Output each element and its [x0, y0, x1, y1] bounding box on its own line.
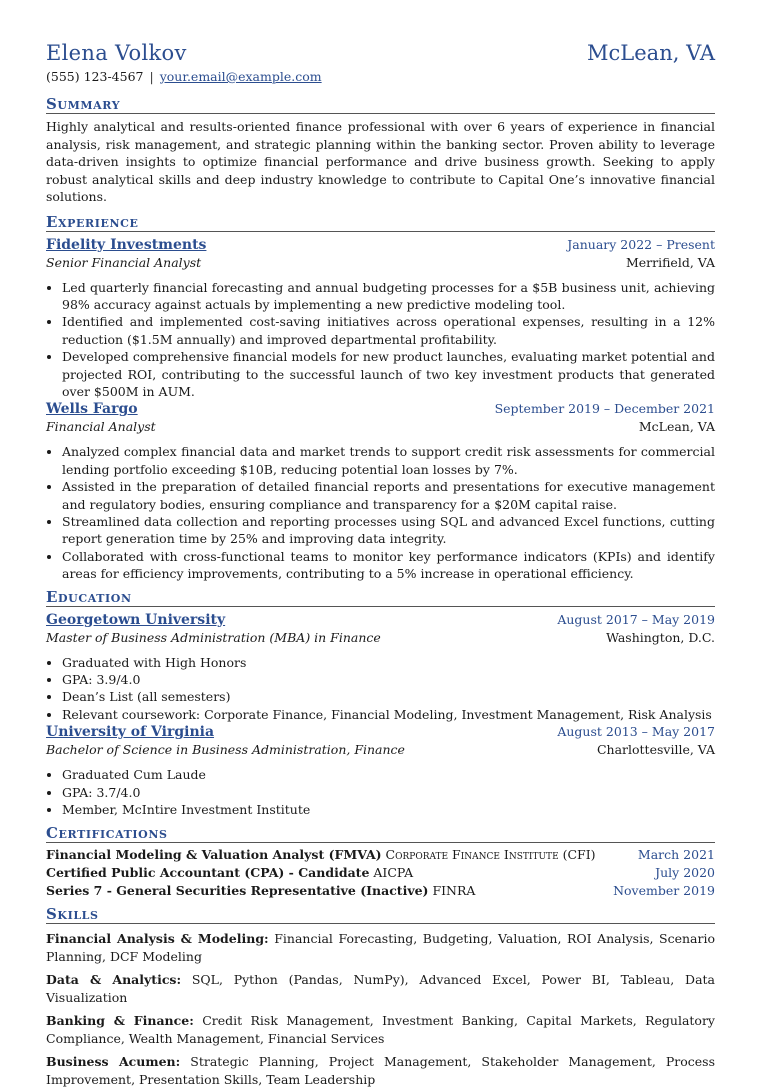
- certification-row: [46, 864, 715, 882]
- bullet-list: [46, 766, 715, 818]
- header: [46, 40, 715, 66]
- bullet-item: • Streamlined data collection and reporting processes using SQL and advanced Excel functions, cutting report generation time by 25% and improving data integrity.: [62, 513, 715, 548]
- skill-group: [46, 1053, 715, 1088]
- certification-date: July 2020: [655, 865, 715, 881]
- job-title: Senior Financial Analyst: [46, 254, 202, 270]
- entry-subheader: [46, 741, 715, 759]
- section-title-summary: Summary: [46, 96, 715, 114]
- certification-row: [46, 846, 715, 864]
- school-name[interactable]: University of Virginia: [46, 724, 215, 741]
- skill-label: Business Acumen:: [46, 1054, 181, 1070]
- section-title-experience: Experience: [46, 214, 715, 232]
- certification-list: [46, 846, 715, 900]
- study-dates: August 2017 – May 2019: [557, 611, 715, 627]
- certification-info: [46, 864, 413, 882]
- certification-name: Series 7 - General Securities Representative (Inactive): [46, 883, 429, 899]
- job-title: Financial Analyst: [46, 419, 156, 435]
- skill-values: Credit Risk Management, Investment Banking, Capital Markets, Regulatory Compliance, Wealth Management, Financial Services: [46, 1013, 715, 1046]
- certification-name: Certified Public Accountant (CPA) - Candidate: [46, 865, 370, 881]
- certification-issuer: Corporate Finance Institute (CFI): [385, 847, 596, 863]
- job-location: Merrifield, VA: [625, 254, 715, 270]
- bullet-list: [46, 279, 715, 401]
- certification-info: [46, 846, 596, 864]
- experience-entry: [46, 400, 715, 582]
- resume-page: [46, 40, 715, 1088]
- education-entry: [46, 723, 715, 818]
- skill-values: SQL, Python (Pandas, NumPy), Advanced Excel, Power BI, Tableau, Data Visualization: [46, 972, 716, 1005]
- summary-text: Highly analytical and results-oriented finance professional with over 6 years of experience in financial analysis, risk management, and strategic planning within the banking sector. Proven ability to leverage data-driven insights to optimize financial performance and drive business growth. Seeking to apply robust analytical skills and deep industry knowledge to contribute to Capital One’s innovative financial solutions.: [46, 119, 715, 204]
- bullet-item: • Developed comprehensive financial models for new product launches, evaluating market potential and projected ROI, contributing to the successful launch of two key investment products that generated over $500M in AUM.: [62, 348, 715, 400]
- skill-group: [46, 930, 715, 965]
- bullet-item: • Graduated with High Honors: [62, 654, 715, 671]
- section-title-certifications: Certifications: [46, 825, 715, 843]
- section-title-education: Education: [46, 589, 715, 607]
- employer-name[interactable]: Fidelity Investments: [46, 236, 207, 253]
- degree-name: Bachelor of Science in Business Administration, Finance: [46, 742, 405, 758]
- degree-name: Master of Business Administration (MBA) in Finance: [46, 629, 381, 645]
- entry-header: [46, 400, 715, 418]
- certification-row: [46, 882, 715, 900]
- entry-subheader: [46, 418, 715, 436]
- school-location: Washington, D.C.: [606, 629, 715, 645]
- certification-date: November 2019: [613, 883, 715, 899]
- employer-name[interactable]: Wells Fargo: [46, 401, 138, 418]
- experience-entry: [46, 236, 715, 401]
- bullet-item: • Analyzed complex financial data and market trends to support credit risk assessments for commercial lending portfolio exceeding $10B, reducing potential loan losses by 7%.: [62, 443, 715, 478]
- email-link[interactable]: your.email@example.com: [159, 69, 322, 84]
- bullet-list: [46, 654, 715, 724]
- entry-subheader: [46, 254, 715, 272]
- bullet-item: • Dean’s List (all semesters): [62, 688, 715, 705]
- school-name[interactable]: Georgetown University: [46, 611, 226, 628]
- certification-info: [46, 882, 475, 900]
- employment-dates: September 2019 – December 2021: [494, 401, 715, 417]
- phone-number: (555) 123-4567: [46, 69, 144, 84]
- certification-date: March 2021: [637, 847, 715, 863]
- bullet-item: • Led quarterly financial forecasting and annual budgeting processes for a $5B business unit, achieving 98% accuracy against actuals by implementing a new predictive modeling tool.: [62, 279, 715, 314]
- bullet-item: • Member, McIntire Investment Institute: [62, 801, 715, 818]
- job-location: McLean, VA: [638, 419, 715, 435]
- certification-name: Financial Modeling & Valuation Analyst (FMVA): [46, 847, 382, 863]
- bullet-item: • Collaborated with cross-functional teams to monitor key performance indicators (KPIs) and identify areas for efficiency improvements, contributing to a 5% increase in operational efficiency.: [62, 548, 715, 583]
- entry-header: [46, 611, 715, 629]
- study-dates: August 2013 – May 2017: [557, 724, 715, 740]
- bullet-item: • Graduated Cum Laude: [62, 766, 715, 783]
- contact-separator: |: [149, 69, 154, 84]
- bullet-item: • Relevant coursework: Corporate Finance, Financial Modeling, Investment Management, Risk Analysis: [62, 706, 715, 723]
- skill-values: Strategic Planning, Project Management, Stakeholder Management, Process Improvement, Presentation Skills, Team Leadership: [46, 1054, 715, 1087]
- bullet-item: • GPA: 3.7/4.0: [62, 784, 715, 801]
- education-entry: [46, 611, 715, 724]
- skill-values: Financial Forecasting, Budgeting, Valuation, ROI Analysis, Scenario Planning, DCF Modeling: [46, 931, 715, 964]
- bullet-item: • Assisted in the preparation of detailed financial reports and presentations for executive management and regulatory bodies, ensuring compliance and transparency for a $20M capital raise.: [62, 478, 715, 513]
- employment-dates: January 2022 – Present: [567, 236, 715, 252]
- certification-issuer: AICPA: [373, 865, 414, 881]
- skill-group: [46, 1012, 715, 1047]
- entry-header: [46, 723, 715, 741]
- bullet-item: • Identified and implemented cost-saving initiatives across operational expenses, resulting in a 12% reduction ($1.5M annually) and improved departmental profitability.: [62, 313, 715, 348]
- entry-subheader: [46, 629, 715, 647]
- skill-label: Banking & Finance:: [46, 1013, 194, 1029]
- skill-label: Data & Analytics:: [46, 972, 182, 988]
- candidate-location: McLean, VA: [587, 41, 715, 65]
- bullet-item: • GPA: 3.9/4.0: [62, 671, 715, 688]
- bullet-list: [46, 443, 715, 582]
- section-title-skills: Skills: [46, 906, 715, 924]
- certification-issuer: FINRA: [432, 883, 476, 899]
- entry-header: [46, 236, 715, 254]
- school-location: Charlottesville, VA: [596, 742, 715, 758]
- candidate-name: Elena Volkov: [46, 41, 187, 65]
- skill-label: Financial Analysis & Modeling:: [46, 931, 269, 947]
- contact-line: [46, 69, 715, 85]
- skill-group: [46, 971, 715, 1006]
